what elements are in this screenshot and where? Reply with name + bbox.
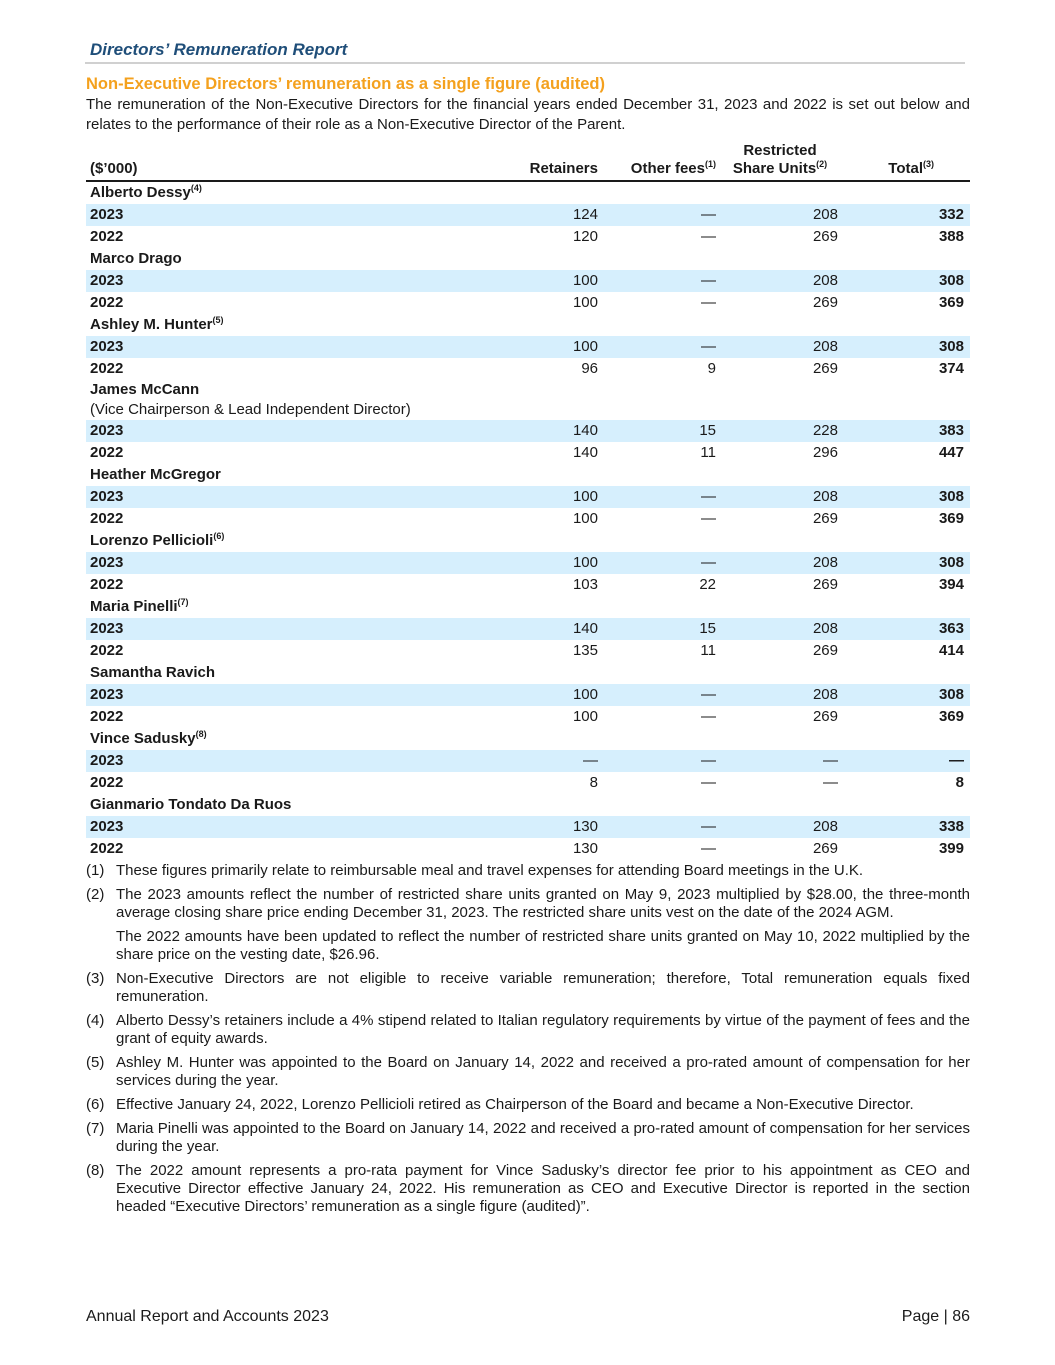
- remuneration-table: [86, 140, 970, 860]
- total-cell: 308: [844, 552, 970, 574]
- director-name-row: [86, 596, 970, 618]
- footnote: [86, 862, 970, 880]
- retainers-cell: 100: [482, 336, 604, 358]
- director-name: Alberto Dessy$^{(4)}$: [90, 183, 202, 201]
- table-row: [86, 772, 970, 794]
- retainers-cell: 140: [572, 444, 598, 461]
- footer-page-number: Page | 86: [901, 1308, 970, 1325]
- other-fees-cell: —: [701, 708, 716, 725]
- other-fees-cell: 11: [700, 642, 716, 659]
- director-name: Heather McGregor: [90, 466, 221, 483]
- table-row: [86, 552, 970, 574]
- table-row: [86, 508, 970, 530]
- footnote-number: (4): [86, 1012, 105, 1029]
- year-cell: 2022: [90, 294, 124, 311]
- table-row: [86, 750, 970, 772]
- rsu-cell: 269: [812, 360, 838, 377]
- year-cell: 2022: [90, 774, 124, 791]
- retainers-cell: 100: [482, 552, 604, 574]
- footnote-number: (2): [86, 886, 105, 903]
- retainers-cell: 120: [572, 228, 598, 245]
- footer-report-title: Annual Report and Accounts 2023: [86, 1308, 329, 1325]
- other-fees-cell: 15: [604, 420, 722, 442]
- director-name-row: [86, 662, 970, 684]
- footnote-text: Effective January 24, 2022, Lorenzo Pellicioli retired as Chairperson of the Board and became a Non-Executive Director.: [116, 1096, 914, 1113]
- rsu-cell: 269: [812, 708, 838, 725]
- other-fees-cell: —: [604, 552, 722, 574]
- total-cell: 369: [938, 708, 964, 725]
- director-name: Vince Sadusky$^{(8)}$: [90, 729, 207, 747]
- retainers-cell: 96: [581, 360, 598, 377]
- year-cell: 2022: [90, 228, 124, 245]
- retainers-cell: 103: [572, 576, 598, 593]
- table-row: [86, 816, 970, 838]
- total-cell: —: [844, 750, 970, 772]
- footnotes: [86, 862, 970, 1222]
- other-fees-cell: 9: [707, 360, 716, 377]
- rsu-cell: 208: [722, 486, 844, 508]
- retainers-cell: 140: [482, 618, 604, 640]
- retainers-cell: 8: [589, 774, 598, 791]
- rsu-cell: 208: [722, 336, 844, 358]
- director-name-row: [86, 530, 970, 552]
- rsu-cell: 269: [812, 294, 838, 311]
- year-cell: 2023: [86, 420, 482, 442]
- footnote: [86, 1012, 970, 1048]
- total-cell: 394: [938, 576, 964, 593]
- retainers-cell: 130: [482, 816, 604, 838]
- rsu-cell: 208: [722, 684, 844, 706]
- year-cell: 2023: [86, 750, 482, 772]
- total-cell: 308: [844, 486, 970, 508]
- year-cell: 2023: [86, 816, 482, 838]
- director-name-row: [86, 794, 970, 816]
- intro-paragraph: The remuneration of the Non-Executive Directors for the financial years ended December 31, 2023 and 2022 is set out below and relates to the performance of their role as a Non-Executive Director of the Parent.: [86, 96, 970, 133]
- total-cell: 447: [938, 444, 964, 461]
- rsu-cell: 269: [812, 642, 838, 659]
- table-body: [86, 181, 970, 860]
- director-name: Ashley M. Hunter$^{(5)}$: [90, 315, 224, 333]
- table-row: [86, 618, 970, 640]
- total-cell: 414: [938, 642, 964, 659]
- director-name: James McCann (Vice Chairperson & Lead Independent Director): [86, 380, 970, 420]
- total-cell: 308: [844, 336, 970, 358]
- col-header-unit: ($’000): [86, 140, 482, 181]
- year-cell: 2023: [86, 618, 482, 640]
- director-role: (Vice Chairperson & Lead Independent Director): [90, 401, 411, 418]
- total-cell: 308: [844, 684, 970, 706]
- table-header-row: [86, 140, 970, 181]
- rsu-cell: —: [823, 774, 838, 791]
- rsu-cell: 208: [722, 618, 844, 640]
- director-name: Samantha Ravich: [90, 664, 216, 681]
- rsu-cell: 208: [722, 552, 844, 574]
- footnote: [86, 886, 970, 922]
- year-cell: 2023: [86, 684, 482, 706]
- header-divider: [85, 62, 965, 64]
- table-row: [86, 574, 970, 596]
- year-cell: 2023: [86, 204, 482, 226]
- table-row: [86, 706, 970, 728]
- table-row: [86, 292, 970, 314]
- rsu-cell: —: [722, 750, 844, 772]
- total-cell: 332: [844, 204, 970, 226]
- footnote-number: (3): [86, 970, 105, 987]
- retainers-cell: 124: [482, 204, 604, 226]
- retainers-cell: 100: [482, 486, 604, 508]
- director-name: Marco Drago: [90, 250, 182, 267]
- footnote-number: (1): [86, 862, 105, 879]
- year-cell: 2022: [90, 444, 124, 461]
- other-fees-cell: 22: [699, 576, 716, 593]
- table-row: [86, 420, 970, 442]
- year-cell: 2023: [86, 270, 482, 292]
- director-name-row: [86, 380, 970, 420]
- footnote: [86, 1162, 970, 1216]
- total-cell: 363: [844, 618, 970, 640]
- director-name-row: [86, 248, 970, 270]
- table-row: [86, 226, 970, 248]
- year-cell: 2023: [86, 552, 482, 574]
- footnote-text: Ashley M. Hunter was appointed to the Board on January 14, 2022 and received a pro-rated amount of compensation for her services during the year.: [116, 1054, 970, 1089]
- total-cell: 369: [938, 294, 964, 311]
- footnote-number: (7): [86, 1120, 105, 1137]
- other-fees-cell: —: [701, 294, 716, 311]
- total-cell: 383: [844, 420, 970, 442]
- year-cell: 2022: [90, 840, 124, 857]
- col-header-rsu: Restricted Share Units$^{(2)}$: [722, 140, 844, 181]
- other-fees-cell: —: [604, 336, 722, 358]
- footnote-number: (5): [86, 1054, 105, 1071]
- year-cell: 2022: [90, 360, 124, 377]
- retainers-cell: 100: [572, 294, 598, 311]
- total-cell: 374: [938, 360, 964, 377]
- rsu-cell: 228: [722, 420, 844, 442]
- rsu-cell: 269: [812, 576, 838, 593]
- rsu-cell: 208: [722, 270, 844, 292]
- director-name-row: [86, 314, 970, 336]
- other-fees-cell: —: [604, 684, 722, 706]
- director-name-row: [86, 728, 970, 750]
- other-fees-cell: —: [701, 228, 716, 245]
- footnote-text: Maria Pinelli was appointed to the Board on January 14, 2022 and received a pro-rated amount of compensation for her services during the year.: [116, 1120, 970, 1155]
- retainers-cell: 140: [482, 420, 604, 442]
- other-fees-cell: —: [701, 510, 716, 527]
- total-cell: 8: [955, 774, 964, 791]
- other-fees-cell: —: [604, 270, 722, 292]
- rsu-cell: 269: [812, 840, 838, 857]
- rsu-cell: 296: [812, 444, 838, 461]
- rsu-cell: 269: [812, 510, 838, 527]
- director-name: Gianmario Tondato Da Ruos: [90, 796, 292, 813]
- footnote-text: Alberto Dessy’s retainers include a 4% stipend related to Italian regulatory requirements by virtue of the payment of fees and the grant of equity awards.: [116, 1012, 970, 1047]
- col-header-retainers: Retainers: [482, 140, 604, 181]
- year-cell: 2022: [90, 708, 124, 725]
- other-fees-cell: 11: [700, 444, 716, 461]
- table-row: [86, 204, 970, 226]
- director-name-row: [86, 181, 970, 204]
- report-header: Directors’ Remuneration Report: [90, 40, 348, 59]
- footnote-number: (8): [86, 1162, 105, 1179]
- other-fees-cell: —: [604, 486, 722, 508]
- total-cell: 338: [844, 816, 970, 838]
- footnote-text: The 2022 amount represents a pro-rata payment for Vince Sadusky’s director fee prior to his appointment as CEO and Executive Director effective January 24, 2022. His remuneration as CEO and Executive Director is reported in the section headed “Executive Directors’ remuneration as a single figure (audited)”.: [116, 1162, 970, 1215]
- retainers-cell: 100: [482, 684, 604, 706]
- total-cell: 399: [938, 840, 964, 857]
- section-title: Non-Executive Directors’ remuneration as a single figure (audited): [86, 75, 605, 93]
- year-cell: 2023: [86, 486, 482, 508]
- other-fees-cell: —: [604, 750, 722, 772]
- table-row: [86, 838, 970, 860]
- year-cell: 2022: [90, 510, 124, 527]
- footnote-text: The 2022 amounts have been updated to reflect the number of restricted share units granted on May 10, 2022 multiplied by the share price on the vesting date, $26.96.: [116, 928, 970, 963]
- rsu-cell: 208: [722, 204, 844, 226]
- other-fees-cell: —: [701, 774, 716, 791]
- year-cell: 2022: [90, 576, 124, 593]
- retainers-cell: 100: [572, 708, 598, 725]
- footnote-number: (6): [86, 1096, 105, 1113]
- retainers-cell: 135: [572, 642, 598, 659]
- footnote: [86, 1096, 970, 1114]
- col-header-total: Total$^{(3)}$: [844, 140, 970, 181]
- rsu-cell: 269: [812, 228, 838, 245]
- retainers-cell: 100: [482, 270, 604, 292]
- table-row: [86, 640, 970, 662]
- rsu-cell: 208: [722, 816, 844, 838]
- retainers-cell: —: [482, 750, 604, 772]
- total-cell: 388: [938, 228, 964, 245]
- director-name: Maria Pinelli$^{(7)}$: [90, 597, 189, 615]
- other-fees-cell: —: [604, 204, 722, 226]
- year-cell: 2023: [86, 336, 482, 358]
- footnote-text: The 2023 amounts reflect the number of restricted share units granted on May 9, 2023 multiplied by $28.00, the three-month average closing share price ending December 31, 2023. The restricted share units vest on the date of the 2024 AGM.: [116, 886, 970, 921]
- footnote: [86, 1120, 970, 1156]
- table-row: [86, 270, 970, 292]
- col-header-other-fees: Other fees$^{(1)}$: [604, 140, 722, 181]
- other-fees-cell: —: [701, 840, 716, 857]
- retainers-cell: 130: [572, 840, 598, 857]
- year-cell: 2022: [90, 642, 124, 659]
- table-row: [86, 486, 970, 508]
- total-cell: 308: [844, 270, 970, 292]
- director-name-row: [86, 464, 970, 486]
- table-row: [86, 336, 970, 358]
- table-row: [86, 442, 970, 464]
- retainers-cell: 100: [572, 510, 598, 527]
- footnote: [86, 1054, 970, 1090]
- footnote: [86, 970, 970, 1006]
- footnote-text: These figures primarily relate to reimbursable meal and travel expenses for attending Board meetings in the U.K.: [116, 862, 864, 879]
- table-row: [86, 358, 970, 380]
- other-fees-cell: 15: [604, 618, 722, 640]
- director-name: Lorenzo Pellicioli$^{(6)}$: [90, 531, 225, 549]
- footnote-text: Non-Executive Directors are not eligible to receive variable remuneration; therefore, Total remuneration equals fixed remuneration.: [116, 970, 970, 1005]
- other-fees-cell: —: [604, 816, 722, 838]
- total-cell: 369: [938, 510, 964, 527]
- footnote: [86, 928, 970, 964]
- table-row: [86, 684, 970, 706]
